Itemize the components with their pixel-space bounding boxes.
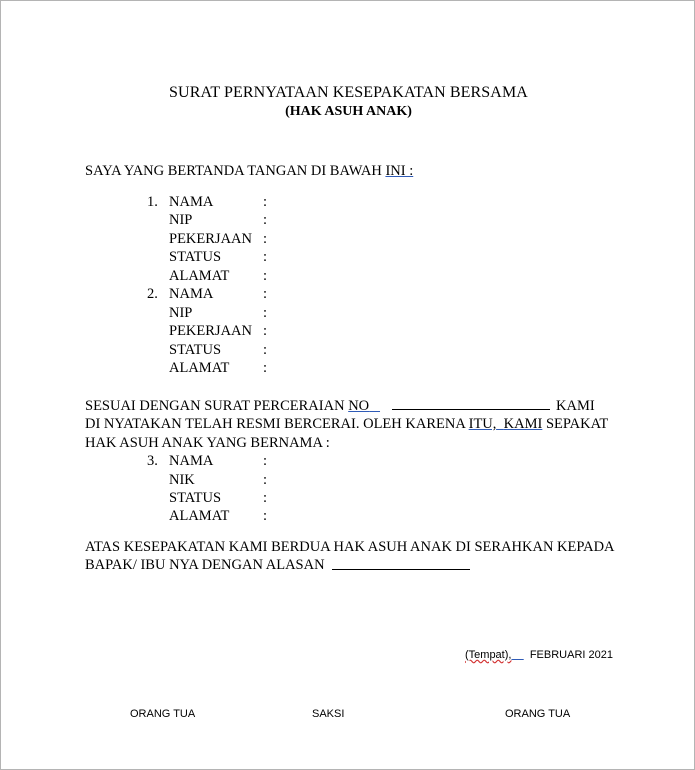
- party-1-status-colon: :: [263, 249, 268, 265]
- place-gap: [511, 649, 523, 661]
- para2-no-dot: [369, 398, 380, 414]
- party-2-status-colon: :: [263, 342, 268, 358]
- party-1-status-label: STATUS: [169, 249, 222, 265]
- place-placeholder: (Tempat),: [465, 649, 512, 661]
- para2-line1: [85, 398, 380, 415]
- alasan-blank: [332, 557, 470, 570]
- para2-no: NO: [348, 398, 370, 414]
- child-nik-colon: :: [263, 472, 268, 488]
- para2-line3: HAK ASUH ANAK YANG BERNAMA :: [85, 435, 330, 451]
- document-title: SURAT PERNYATAAN KESEPAKATAN BERSAMA: [169, 84, 528, 101]
- party-2-nip-colon: :: [263, 305, 268, 321]
- para2-sepakat: SEPAKAT: [545, 416, 609, 432]
- para3-line1: ATAS KESEPAKATAN KAMI BERDUA HAK ASUH ANAK DI SERAHKAN KEPADA: [85, 539, 615, 555]
- para2-itu-kami: ITU, KAMI: [468, 416, 543, 432]
- signature-right-label: ORANG TUA: [505, 708, 571, 720]
- party-1-nama-colon: :: [263, 194, 268, 210]
- child-alamat-colon: :: [263, 508, 268, 524]
- para2-line2: [85, 416, 608, 433]
- party-1-nip-colon: :: [263, 212, 268, 228]
- intro-text: SAYA YANG BERTANDA TANGAN DI BAWAH: [85, 163, 382, 179]
- intro-line: [85, 163, 413, 180]
- party-2-nip-label: NIP: [169, 305, 193, 321]
- child-alamat-label: ALAMAT: [169, 508, 230, 524]
- party-1-alamat-colon: :: [263, 268, 268, 284]
- party-2-number: 2.: [147, 286, 158, 302]
- date-text: FEBRUARI 2021: [529, 649, 613, 661]
- party-1-alamat-label: ALAMAT: [169, 268, 230, 284]
- party-1-pekerjaan-colon: :: [263, 231, 268, 247]
- document-subtitle: (HAK ASUH ANAK): [285, 104, 412, 119]
- child-nik-label: NIK: [169, 472, 195, 488]
- party-1-pekerjaan-label: PEKERJAAN: [169, 231, 252, 247]
- party-2-alamat-colon: :: [263, 360, 268, 376]
- party-2-pekerjaan-colon: :: [263, 323, 268, 339]
- party-2-nama-colon: :: [263, 286, 268, 302]
- child-status-label: STATUS: [169, 490, 222, 506]
- party-2-nama-label: NAMA: [169, 286, 214, 302]
- party-2-alamat-label: ALAMAT: [169, 360, 230, 376]
- child-nama-label: NAMA: [169, 453, 214, 469]
- child-status-colon: :: [263, 490, 268, 506]
- party-1-nama-label: NAMA: [169, 194, 214, 210]
- signature-left-label: ORANG TUA: [130, 708, 196, 720]
- para2-kami-1: KAMI: [556, 398, 595, 414]
- party-2-status-label: STATUS: [169, 342, 222, 358]
- para3-line2: BAPAK/ IBU NYA DENGAN ALASAN: [85, 557, 325, 573]
- party-2-pekerjaan-label: PEKERJAAN: [169, 323, 252, 339]
- perceraian-number-blank: [392, 397, 550, 410]
- para2-line1-text: SESUAI DENGAN SURAT PERCERAIAN: [85, 398, 345, 414]
- intro-ini: INI :: [385, 163, 414, 179]
- party-1-nip-label: NIP: [169, 212, 193, 228]
- child-number: 3.: [147, 453, 158, 469]
- place-date-line: [465, 649, 613, 661]
- child-nama-colon: :: [263, 453, 268, 469]
- party-1-number: 1.: [147, 194, 158, 210]
- signature-middle-label: SAKSI: [312, 708, 345, 720]
- para2-line2-text: DI NYATAKAN TELAH RESMI BERCERAI. OLEH KARENA: [85, 416, 465, 432]
